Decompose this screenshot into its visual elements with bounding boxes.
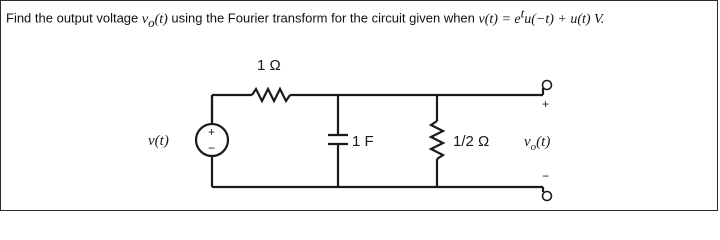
capacitor-label: 1 F [352, 133, 374, 150]
shunt-resistor [431, 121, 443, 159]
output-label-sub: o [530, 141, 537, 153]
output-label-arg: (t) [536, 134, 551, 150]
source-plus-sign: + [208, 125, 216, 139]
output-voltage-symbol: $v_o(t)$ [141, 11, 168, 30]
source-label: v(t) [148, 133, 169, 149]
output-voltage-label [524, 134, 550, 153]
series-resistor [252, 89, 290, 101]
output-minus-sign: − [542, 169, 550, 183]
output-plus-sign: + [542, 97, 550, 111]
source-equation: $v(t) = e^tu(-t) + u(t)$ V. [478, 5, 605, 27]
output-terminal-bottom [543, 192, 552, 201]
problem-text-before: Find the output voltage [6, 10, 142, 26]
source-minus-sign: − [208, 141, 216, 155]
shunt-resistor-label: 1/2 Ω [453, 133, 490, 150]
problem-text-middle: using the Fourier transform for the circuit given when [167, 10, 479, 26]
series-resistor-label: 1 Ω [257, 57, 281, 74]
output-label-main: v [524, 134, 531, 150]
